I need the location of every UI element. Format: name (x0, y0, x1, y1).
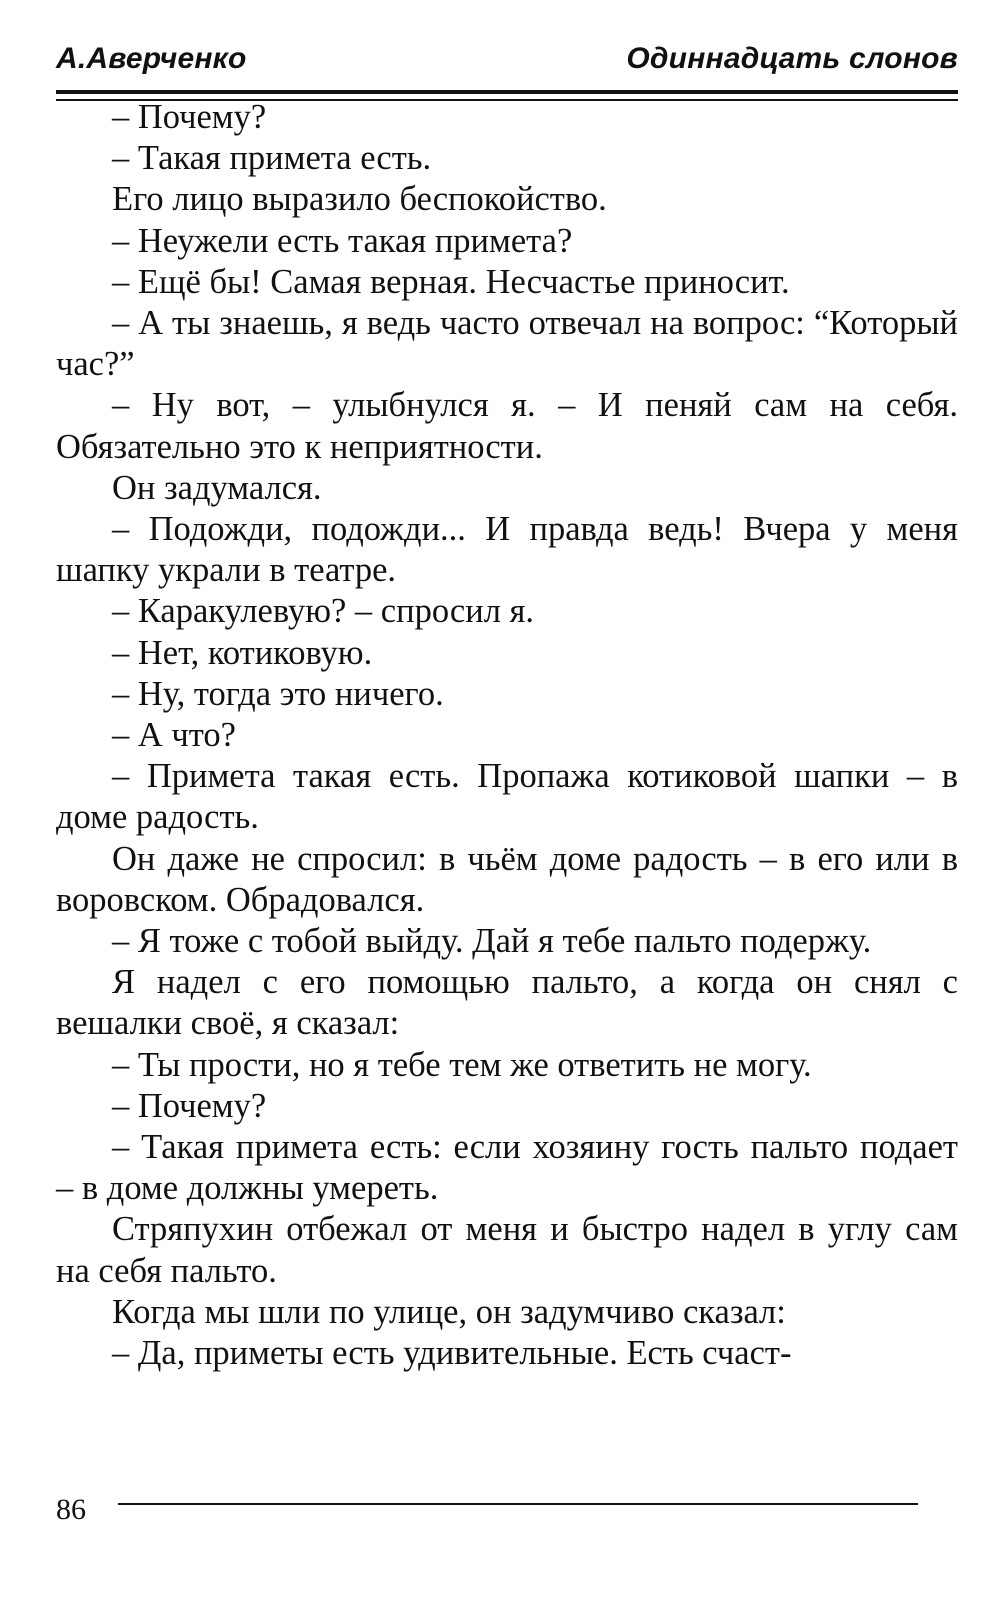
paragraph: – Такая примета есть: если хозяину гость пальто подает – в доме должны умереть. (56, 1128, 958, 1208)
paragraph: – Каракулевую? – спросил я. (112, 592, 535, 631)
footer-rule (118, 1503, 918, 1505)
paragraph: – Я тоже с тобой выйду. Дай я тебе пальто подержу. (112, 922, 872, 961)
paragraph: – Да, приметы есть удивительные. Есть счаст- (112, 1334, 792, 1373)
paragraph: – А что? (112, 716, 236, 755)
paragraph: Стряпухин отбежал от меня и быстро надел в углу сам на себя пальто. (56, 1210, 958, 1290)
header-author: А.Аверченко (56, 42, 247, 75)
running-header (56, 42, 958, 76)
paragraph: – Нет, котиковую. (112, 633, 373, 672)
header-rule-thick (56, 90, 958, 94)
page-number: 86 (56, 1493, 86, 1526)
paragraph: – Ещё бы! Самая верная. Несчастье приносит. (112, 262, 790, 301)
paragraph: – А ты знаешь, я ведь часто отвечал на вопрос: “Который час?” (56, 304, 958, 384)
paragraph: Я надел с его помощью пальто, а когда он снял с вешалки своё, я сказал: (56, 963, 958, 1043)
paragraph: – Примета такая есть. Пропажа котиковой шапки – в доме радость. (56, 757, 958, 837)
header-title: Одиннадцать слонов (626, 42, 958, 75)
paragraph: Он задумался. (112, 468, 322, 507)
paragraph: – Почему? (112, 98, 267, 136)
paragraph: – Такая примета есть. (112, 139, 432, 178)
paragraph: – Неужели есть такая примета? (112, 221, 573, 260)
paragraph: – Почему? (112, 1086, 267, 1125)
paragraph: – Ну, тогда это ничего. (112, 674, 444, 713)
paragraph: Он даже не спросил: в чьём доме радость – в его или в воровском. Обрадовался. (56, 839, 958, 919)
paragraph: – Подожди, подожди... И правда ведь! Вчера у меня шапку украли в театре. (56, 510, 958, 590)
paragraph: – Ты прости, но я тебе тем же ответить не могу. (112, 1045, 812, 1084)
paragraph: – Ну вот, – улыбнулся я. – И пеняй сам на себя. Обязательно это к неприятности. (56, 386, 958, 466)
paragraph: Когда мы шли по улице, он задумчиво сказал: (112, 1292, 786, 1331)
page-body (56, 97, 958, 1374)
paragraph: Его лицо выразило беспокойство. (112, 180, 607, 219)
